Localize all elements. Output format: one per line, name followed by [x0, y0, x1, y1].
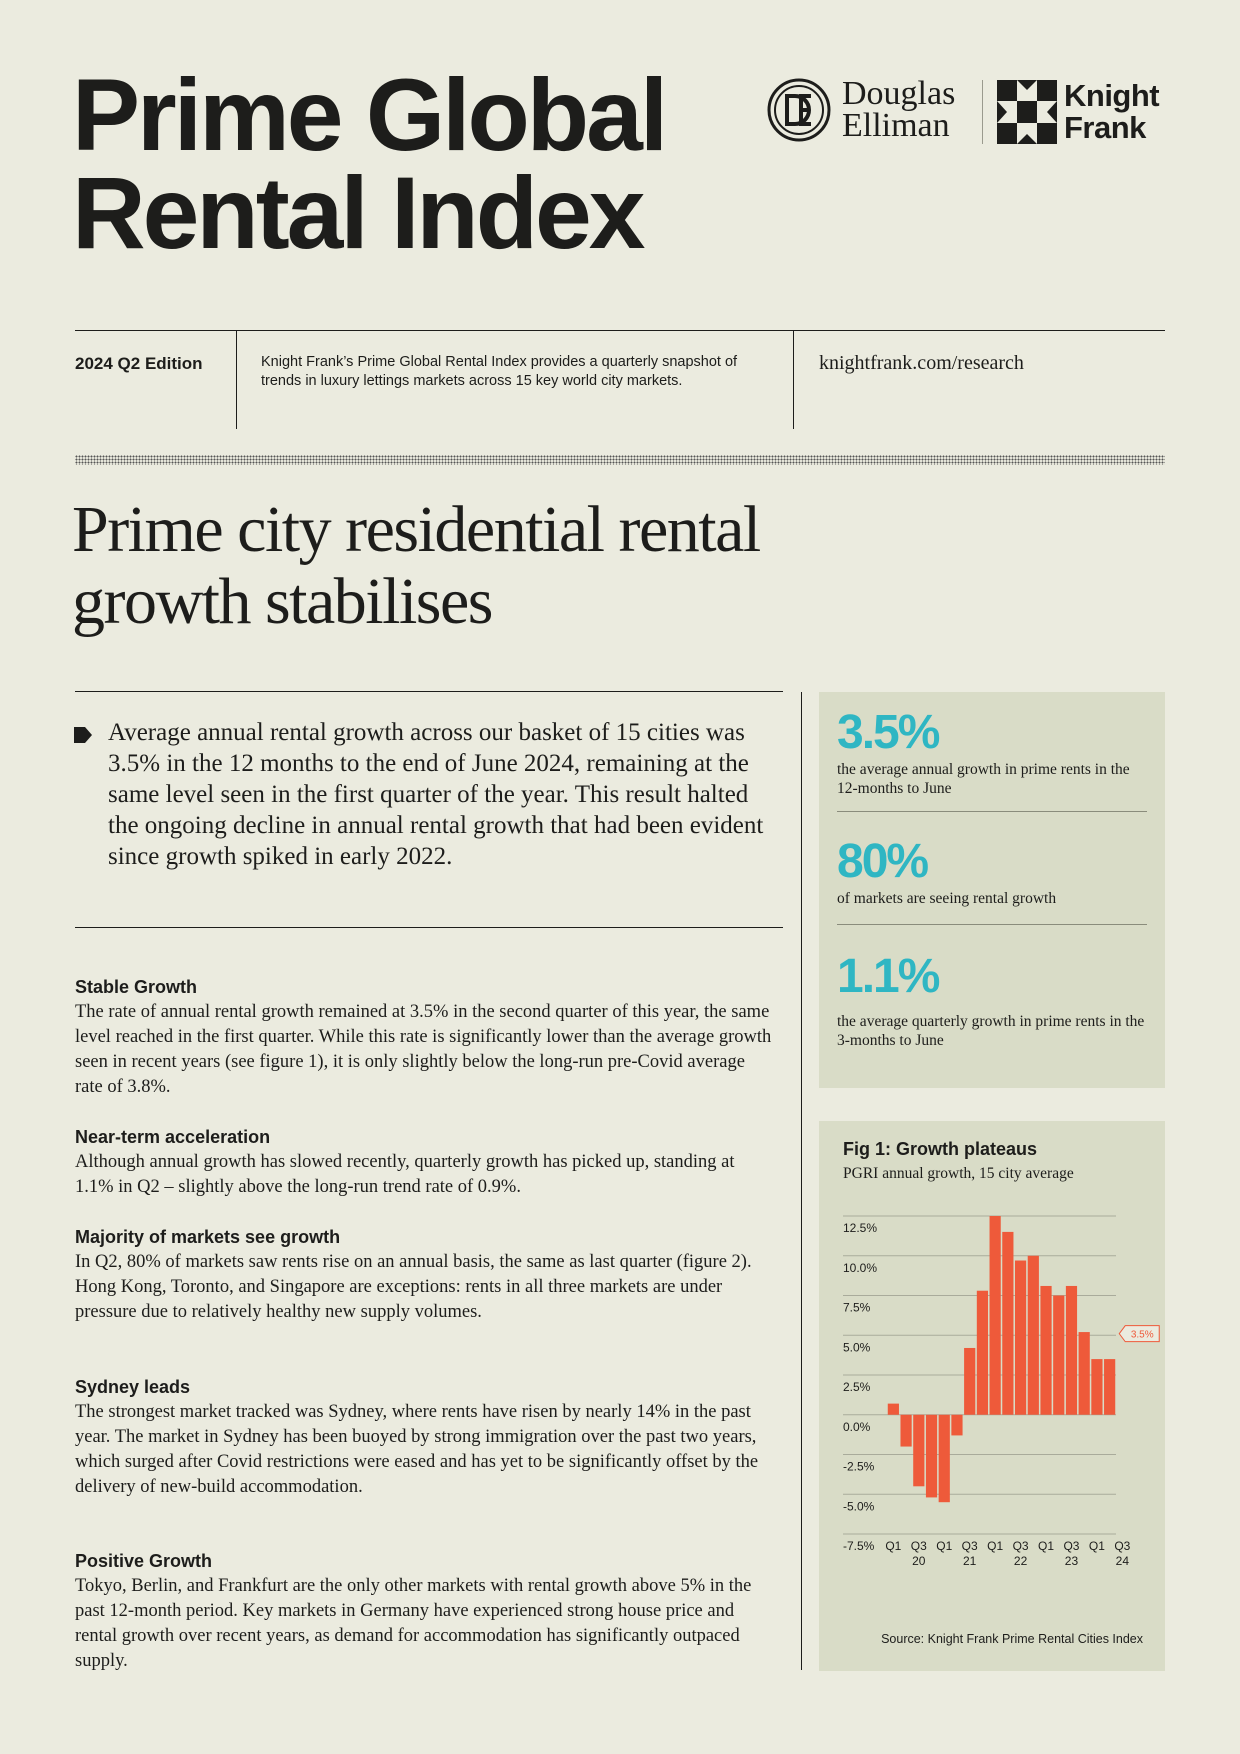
info-bar-separator	[236, 331, 237, 429]
x-tick-label: Q1	[936, 1539, 953, 1553]
y-tick-label: -5.0%	[843, 1499, 875, 1514]
y-tick-label: 2.5%	[843, 1380, 871, 1394]
intro-bottom-rule	[75, 927, 783, 928]
key-stats-panel	[819, 692, 1165, 1088]
stat-value: 80%	[837, 835, 928, 888]
x-tick-label: Q3	[910, 1539, 927, 1553]
bar	[1104, 1359, 1115, 1415]
annotation-label: 3.5%	[1130, 1329, 1154, 1341]
bar	[964, 1348, 975, 1415]
bar	[1040, 1286, 1051, 1415]
headline	[72, 494, 972, 638]
bar	[888, 1404, 899, 1415]
x-tick-label: Q1	[1038, 1539, 1055, 1553]
growth-bar-chart	[819, 1121, 1165, 1621]
x-tick-year-label: 24	[1115, 1554, 1130, 1568]
douglas-elliman-emblem-icon	[767, 78, 831, 142]
bar	[1028, 1256, 1039, 1415]
headline-line2: growth stabilises	[72, 565, 492, 638]
y-tick-label: 7.5%	[843, 1300, 871, 1315]
section-heading: Sydney leads	[75, 1377, 191, 1397]
stat-divider	[837, 811, 1147, 812]
y-tick-label: 12.5%	[843, 1221, 878, 1235]
report-title	[72, 58, 666, 270]
bar	[1015, 1261, 1026, 1415]
stat-divider	[837, 924, 1147, 925]
section-body: In Q2, 80% of markets saw rents rise on an annual basis, the same as last quarter (figure 2). Hong Kong, Toronto, and Singapore are exceptions: rents in all three markets are under pressure due to relatively healthy new supply volumes.	[75, 1252, 752, 1322]
bar	[913, 1415, 924, 1487]
x-tick-label: Q3	[1114, 1539, 1131, 1553]
x-tick-year-label: 23	[1064, 1554, 1079, 1568]
dotted-divider	[75, 455, 1165, 465]
column-rule	[801, 692, 802, 1670]
stat-markets-growth	[837, 837, 1147, 908]
figure-subtitle: PGRI annual growth, 15 city average	[843, 1165, 1074, 1182]
x-tick-label: Q3	[961, 1539, 978, 1553]
y-tick-label: 5.0%	[843, 1340, 871, 1355]
figure-title: Fig 1: Growth plateaus	[843, 1139, 1038, 1159]
bar	[1066, 1286, 1077, 1415]
douglas-elliman-line2: Elliman	[842, 107, 950, 144]
knight-frank-line1: Knight	[1064, 78, 1160, 113]
bar	[1079, 1332, 1090, 1415]
section-heading: Near-term acceleration	[75, 1127, 271, 1147]
section-body: The rate of annual rental growth remained at 3.5% in the second quarter of this year, the same level reached in the first quarter. While this rate is significantly lower than the average growth seen in recent years (see figure 1), it is only slightly below the long-run pre-Covid average rate of 3.8%.	[75, 1002, 772, 1097]
section-majority-growth	[75, 1226, 775, 1325]
knight-frank-wordmark	[1064, 80, 1159, 144]
report-title-line2: Rental Index	[72, 156, 643, 270]
y-tick-label: 0.0%	[843, 1419, 871, 1434]
knight-frank-logo	[997, 80, 1167, 144]
research-link[interactable]: knightfrank.com/research	[819, 352, 1024, 374]
x-tick-year-label: 22	[1013, 1554, 1028, 1568]
bar	[939, 1415, 950, 1502]
headline-line1: Prime city residential rental	[72, 493, 760, 566]
figure-source: Source: Knight Frank Prime Rental Cities Index	[881, 1632, 1143, 1646]
section-near-term-acceleration	[75, 1126, 775, 1200]
stat-label: the average annual growth in prime rents in the 12-months to June	[837, 761, 1130, 797]
x-tick-label: Q3	[1012, 1539, 1029, 1553]
section-positive-growth	[75, 1550, 775, 1674]
x-tick-year-label: 21	[963, 1554, 977, 1568]
x-tick-label: Q1	[987, 1539, 1004, 1553]
bar	[977, 1291, 988, 1415]
stat-label: the average quarterly growth in prime rents in the 3-months to June	[837, 1013, 1145, 1049]
section-body: Although annual growth has slowed recently, quarterly growth has picked up, standing at 1.1% in Q2 – slightly above the long-run trend rate of 0.9%.	[75, 1152, 735, 1197]
bullet-arrow-icon	[74, 727, 92, 743]
y-tick-label: -7.5%	[843, 1539, 875, 1553]
x-tick-label: Q3	[1063, 1539, 1080, 1553]
stat-quarterly-growth	[837, 952, 1147, 1050]
stat-value: 3.5%	[837, 706, 939, 759]
section-heading: Positive Growth	[75, 1551, 213, 1571]
x-tick-year-label: 20	[912, 1554, 926, 1568]
intro-top-rule	[75, 691, 783, 692]
edition-label: 2024 Q2 Edition	[75, 354, 203, 373]
figure-panel	[819, 1121, 1165, 1671]
knight-frank-mark-icon	[997, 80, 1057, 144]
section-heading: Majority of markets see growth	[75, 1227, 341, 1247]
y-tick-label: -2.5%	[843, 1459, 875, 1474]
report-title-line1: Prime Global	[72, 58, 666, 172]
section-heading: Stable Growth	[75, 977, 198, 997]
y-tick-label: 10.0%	[843, 1260, 878, 1275]
bar	[926, 1415, 937, 1498]
knight-frank-line2: Frank	[1064, 110, 1146, 145]
bar	[951, 1415, 962, 1436]
index-description: Knight Frank’s Prime Global Rental Index provides a quarterly snapshot of trends in luxury lettings markets across 15 key world city markets.	[261, 354, 738, 389]
x-tick-label: Q1	[1088, 1539, 1105, 1553]
info-bar-separator	[793, 331, 794, 429]
bar	[1091, 1359, 1102, 1415]
section-sydney-leads	[75, 1376, 775, 1500]
douglas-elliman-logo	[767, 75, 967, 148]
bar	[900, 1415, 911, 1447]
stat-annual-growth	[837, 708, 1147, 798]
stat-label: of markets are seeing rental growth	[837, 890, 1057, 907]
section-stable-growth	[75, 976, 775, 1100]
bar	[1053, 1296, 1064, 1415]
section-body: The strongest market tracked was Sydney, where rents have risen by nearly 14% in the past year. The market in Sydney has been buoyed by strong immigration over the past two years, which surged after Covid restrictions were eased and has yet to be significantly offset by the delivery of new-build accommodation.	[75, 1402, 759, 1497]
info-bar-top-rule	[75, 330, 1165, 331]
stat-value: 1.1%	[837, 950, 939, 1003]
x-tick-label: Q1	[885, 1539, 902, 1553]
bar	[1002, 1232, 1013, 1415]
douglas-elliman-wordmark	[842, 75, 956, 144]
bar	[990, 1216, 1001, 1415]
logo-divider	[982, 80, 983, 144]
intro-summary: Average annual rental growth across our basket of 15 cities was 3.5% in the 12 months to the end of June 2024, remaining at the same level seen in the first quarter of the year. This result halted the ongoing decline in annual rental growth that had been evident since growth spiked in early 2022.	[108, 719, 764, 870]
section-body: Tokyo, Berlin, and Frankfurt are the only other markets with rental growth above 5% in the past 12-month period. Key markets in Germany have experienced strong house price and rental growth over recent years, as demand for accommodation has significantly outpaced supply.	[75, 1576, 752, 1671]
douglas-elliman-line1: Douglas	[842, 75, 956, 112]
